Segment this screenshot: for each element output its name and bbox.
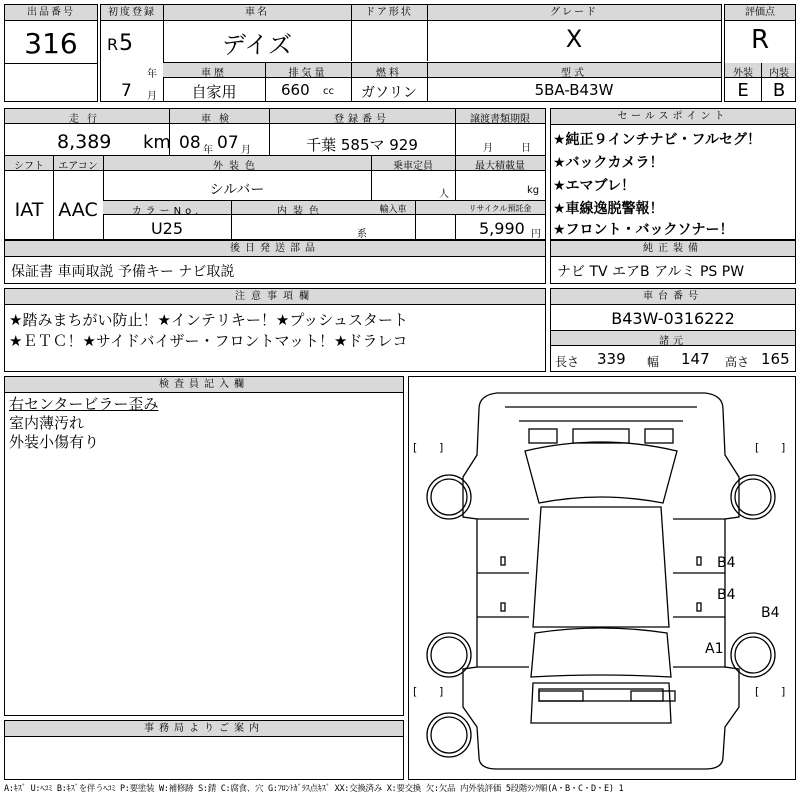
sales-point-5: ★フロント・バックソナー！: [553, 222, 734, 238]
length-label: 長さ: [555, 355, 580, 369]
later-parts-label: 後日発送部品: [5, 241, 545, 257]
sales-point-1: ★純正９インチナビ・フルセグ！: [553, 132, 761, 148]
svg-text:]: ]: [781, 685, 786, 698]
dims-label: 諸元: [659, 336, 687, 347]
ext-grade: E: [737, 80, 749, 101]
inspection-month-unit: 月: [241, 145, 251, 156]
sales-point-label: セールスポイント: [551, 109, 795, 125]
equipment: ナビ TV エアB アルミ PS PW: [557, 264, 745, 280]
svg-text:[: [: [413, 441, 418, 454]
score-label: 評価点: [725, 5, 795, 21]
equipment-label: 純正装備: [551, 241, 795, 257]
chassis-number: B43W-0316222: [611, 309, 735, 328]
car-name: デイズ: [221, 31, 293, 59]
color-no: U25: [150, 219, 184, 238]
damage-mark-2: B4: [717, 587, 736, 603]
svg-text:[: [: [755, 441, 760, 454]
height-label: 高さ: [725, 355, 750, 369]
reg-month: 7: [121, 81, 132, 101]
width: 147: [681, 350, 710, 368]
year-unit: 年: [147, 69, 157, 80]
office-label: 事務局よりご案内: [5, 721, 403, 737]
damage-mark-4: A1: [705, 641, 724, 657]
shift: IAT: [14, 199, 44, 221]
transfer-label: 譲渡書類期限: [470, 114, 530, 125]
model-label: 型式: [561, 68, 587, 79]
displacement: 660: [281, 81, 310, 99]
chassis-label: 車台番号: [551, 289, 795, 305]
score-box: [724, 4, 796, 102]
int-color-unit: 系: [357, 229, 367, 240]
transfer-month-unit: 月: [483, 143, 493, 154]
recycle-label: リサイクル預託金: [468, 204, 532, 213]
svg-text:]: ]: [781, 441, 786, 454]
car-diagram: [409, 377, 794, 778]
load-label: 最大積載量: [475, 161, 525, 172]
inspection-year: 08: [179, 133, 201, 153]
int-color-label: 内装色: [277, 206, 325, 217]
width-label: 幅: [647, 355, 660, 369]
damage-mark-3: B4: [761, 605, 780, 621]
office-box: [4, 720, 404, 780]
first-reg-label: 初度登録: [101, 5, 163, 21]
legend: A:ｷｽﾞ U:ﾍｺﾐ B:ｷｽﾞを伴うﾍｺﾐ P:要塗装 W:補修跡 S:錆 C:腐食、穴 G:ﾌﾛﾝﾄｶﾞﾗｽ点ｷｽﾞ XX:交換済み X:要交換 欠:欠品 内外装評価 5段階ﾗﾝｸ順(A・B・C・D・E) 1: [4, 784, 624, 794]
equipment-box: [550, 240, 796, 284]
inspection-year-unit: 年: [203, 145, 213, 156]
sales-point-box: [550, 108, 796, 240]
mileage-label: 走行: [69, 114, 105, 125]
lot-number: 316: [24, 27, 78, 60]
fuel-label: 燃料: [376, 68, 402, 79]
plate-label: 登録番号: [334, 114, 390, 125]
chassis-box: [550, 288, 796, 372]
vehicle-detail-box: [4, 108, 546, 240]
grade-label: グレード: [427, 5, 721, 21]
capacity-label: 乗車定員: [393, 161, 433, 172]
shift-label: シフト: [14, 161, 44, 172]
caution-label: 注意事項欄: [5, 289, 545, 305]
grade: X: [565, 25, 583, 53]
inspector-note-2: 室内薄汚れ: [9, 414, 85, 432]
history: 自家用: [191, 83, 237, 101]
svg-text:]: ]: [439, 441, 444, 454]
mileage-unit: km: [143, 132, 171, 153]
color: シルバー: [209, 182, 265, 198]
length: 339: [597, 350, 626, 368]
lot-number-label: 出品番号: [5, 5, 97, 21]
car-diagram-box: [408, 376, 796, 780]
damage-mark-1: B4: [717, 555, 736, 571]
inspector-note-1: 右センタービラー歪み: [9, 395, 159, 413]
recycle-amount: 5,990: [479, 219, 525, 238]
score: R: [750, 25, 770, 55]
plate: 千葉 585マ 929: [306, 136, 418, 154]
height: 165: [761, 350, 790, 368]
sales-point-4: ★車線逸脱警報！: [553, 201, 664, 217]
capacity-unit: 人: [439, 189, 449, 200]
inspector-label: 検査員記入欄: [5, 377, 403, 393]
month-unit: 月: [147, 91, 157, 102]
import-label: 輸入車: [379, 205, 407, 215]
svg-text:[: [: [413, 685, 418, 698]
color-no-label: カラーNo.: [131, 206, 203, 217]
ac-label: エアコン: [58, 161, 98, 172]
later-parts: 保証書 車両取説 予備キー ナビ取説: [11, 264, 235, 280]
era: R: [107, 35, 119, 54]
caution-line-1: ★踏みまちがい防止！★インテリキー！★プッシュスタート: [9, 311, 408, 329]
recycle-unit: 円: [531, 229, 541, 240]
displacement-label: 排気量: [288, 68, 328, 79]
svg-text:]: ]: [439, 685, 444, 698]
transfer-day-unit: 日: [521, 143, 531, 154]
car-name-label: 車名: [163, 5, 351, 21]
later-parts-box: [4, 240, 546, 284]
door-label: ドア形状: [351, 5, 427, 21]
sales-point-3: ★エマブレ！: [553, 178, 635, 194]
int-label: 内装: [769, 68, 789, 79]
history-label: 車歴: [201, 68, 227, 79]
reg-year: 5: [119, 31, 133, 56]
int-grade: B: [772, 80, 786, 101]
inspection-month: 07: [217, 133, 239, 153]
ext-label: 外装: [733, 68, 753, 79]
ac: AAC: [58, 199, 98, 221]
svg-text:[: [: [755, 685, 760, 698]
load-unit: kg: [527, 185, 540, 196]
caution-box: [4, 288, 546, 372]
displacement-unit: cc: [323, 86, 334, 97]
sales-point-2: ★バックカメラ！: [553, 155, 664, 171]
inspector-note-3: 外装小傷有り: [9, 433, 100, 451]
model: 5BA-B43W: [534, 81, 614, 99]
caution-line-2: ★ＥＴＣ！★サイドバイザー・フロントマット！★ドラレコ: [9, 332, 408, 350]
inspection-label: 車検: [201, 114, 237, 125]
lot-number-box: [4, 4, 98, 102]
main-info-box: [100, 4, 722, 102]
color-label: 外装色: [213, 161, 261, 172]
inspector-box: [4, 376, 404, 716]
fuel: ガソリン: [361, 85, 417, 101]
mileage: 8,389: [57, 131, 112, 153]
